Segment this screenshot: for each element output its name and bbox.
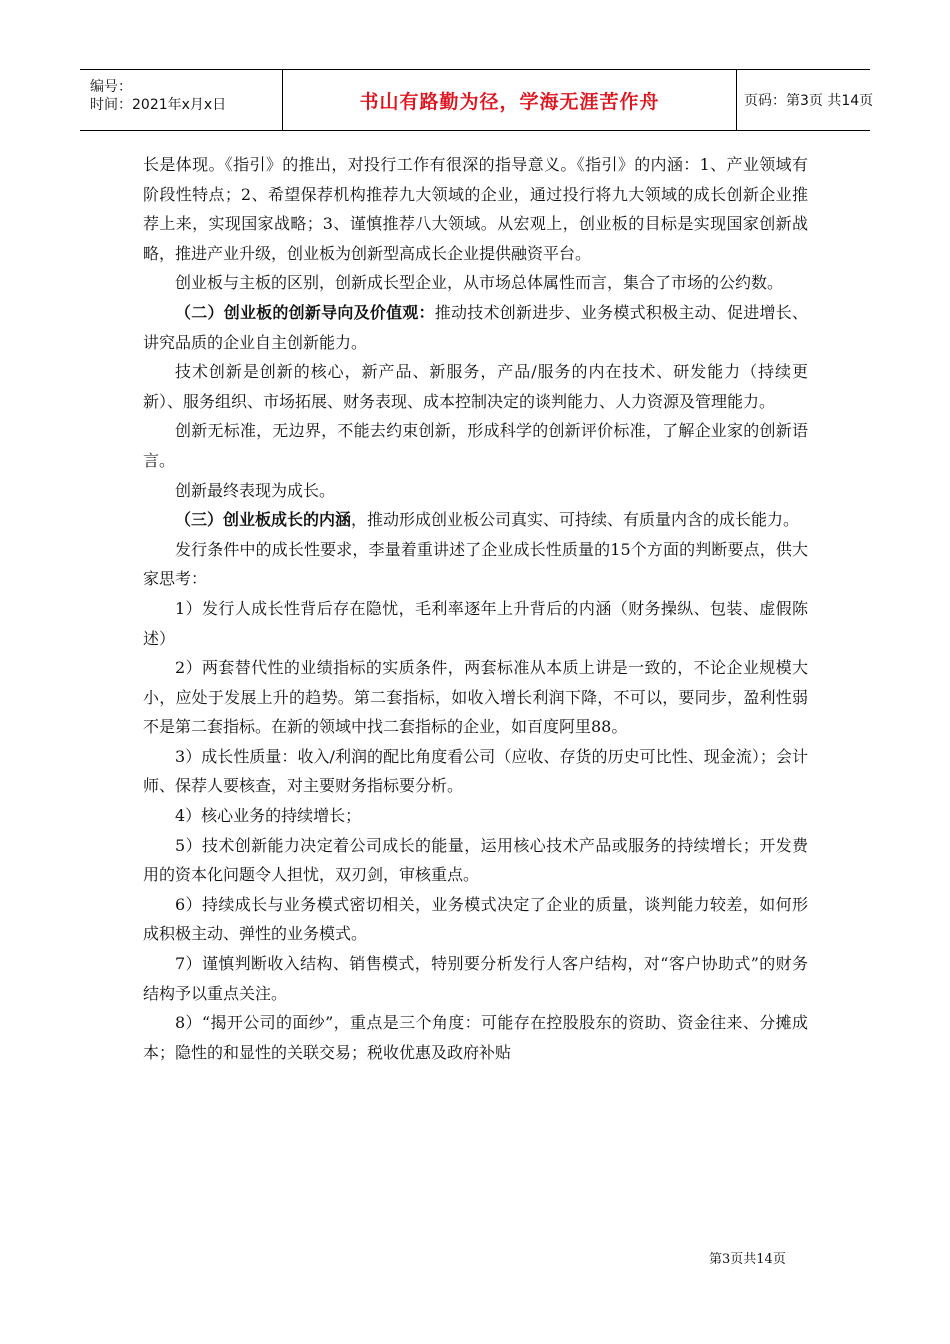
list-item: 2）两套替代性的业绩指标的实质条件，两套标准从本质上讲是一致的，不论企业规模大小，应处于发展上升的趋势。第二套指标，如收入增长利润下降，不可以，要同步，盈利性弱不是第二套指标。在新的领域中找二套指标的企业，如百度阿里88。 [143,658,808,737]
paragraph: 长是体现。《指引》的推出，对投行工作有很深的指导意义。《指引》的内涵：1、产业领域有阶段性特点；2、希望保荐机构推荐九大领域的企业，通过投行将九大领域的成长创新企业推荐上来，实现国家战略；3、谨慎推荐八大领域。从宏观上，创业板的目标是实现国家创新战略，推进产业升级，创业板为创新型高成长企业提供融资平台。 [143,155,808,263]
list-item: 1）发行人成长性背后存在隐忧，毛利率逐年上升背后的内涵（财务操纵、包装、虚假陈述） [143,598,808,648]
list-item: 3）成长性质量：收入/利润的配比角度看公司（应收、存货的历史可比性、现金流）；会计师、保荐人要核查，对主要财务指标要分析。 [143,746,808,796]
list-item: 6）持续成长与业务模式密切相关，业务模式决定了企业的质量，谈判能力较差，如何形成积极主动、弹性的业务模式。 [143,894,808,944]
header-page-code: 页码：第3页 共14页 [744,93,874,109]
list-item: 5）技术创新能力决定着公司成长的能量，运用核心技术产品或服务的持续增长；开发费用的资本化问题令人担忧，双刃剑，审核重点。 [143,835,808,885]
section-heading-paragraph: （三）创业板成长的内涵，推动形成创业板公司真实、可持续、有质量内含的成长能力。 [175,510,800,530]
header-motto-cell [282,70,737,130]
page-header [80,69,874,131]
paragraph: 创新最终表现为成长。 [175,480,336,500]
document-time-label: 时间：2021年x月x日 [90,97,227,113]
paragraph: 创新无标准，无边界，不能去约束创新，形成科学的创新评价标准，了解企业家的创新语言。 [143,421,808,470]
list-item: 4）核心业务的持续增长； [175,806,362,826]
header-page-cell [736,70,874,130]
list-item: 7）谨慎判断收入结构、销售模式，特别要分析发行人客户结构，对“客户协助式”的财务结构予以重点关注。 [143,954,808,1003]
header-meta [80,70,282,130]
document-body [143,150,808,1067]
page-footer: 第3页共14页 [709,1252,786,1267]
paragraph: 技术创新是创新的核心，新产品、新服务，产品/服务的内在技术、研发能力（持续更新）、服务组织、市场拓展、财务表现、成本控制决定的谈判能力、人力资源及管理能力。 [143,362,808,411]
document-number-label: 编号： [90,79,132,95]
section-heading: （三）创业板成长的内涵 [175,510,352,530]
paragraph: 发行条件中的成长性要求，李量着重讲述了企业成长性质量的15个方面的判断要点，供大家思考： [143,539,808,589]
list-item: 8）“揭开公司的面纱”，重点是三个角度：可能存在控股股东的资助、资金往来、分摊成本；隐性的和显性的关联交易；税收优惠及政府补贴 [143,1013,808,1062]
paragraph: 创业板与主板的区别，创新成长型企业，从市场总体属性而言，集合了市场的公约数。 [175,273,784,293]
header-motto: 书山有路勤为径，学海无涯苦作舟 [359,90,660,113]
section-heading: （二）创业板的创新导向及价值观： [175,302,435,322]
section-heading-paragraph: （二）创业板的创新导向及价值观：推动技术创新进步、业务模式积极主动、促进增长、讲究品质的企业自主创新能力。 [143,302,808,352]
